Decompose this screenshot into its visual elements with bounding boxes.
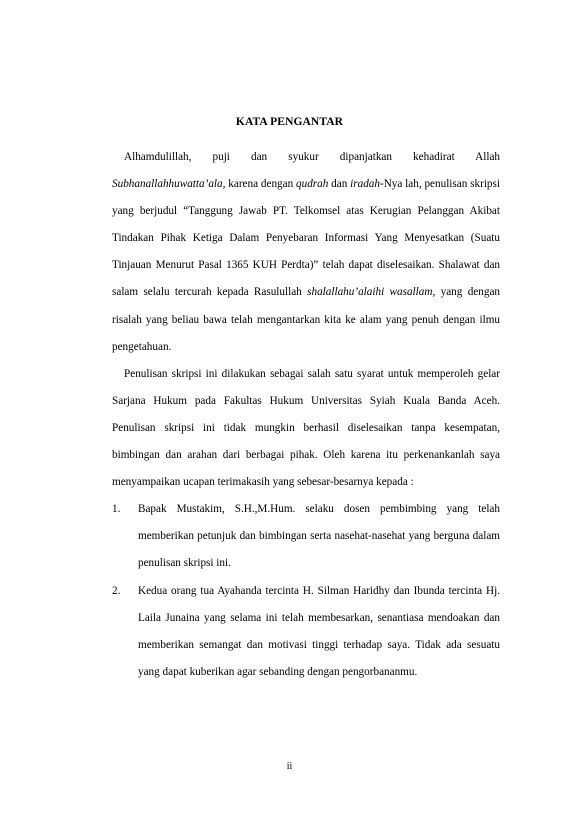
text-run: Alhamdulillah, puji dan syukur dipanjatkan kehadirat Allah xyxy=(124,151,500,163)
list-item xyxy=(112,496,500,577)
list-item-text: Kedua orang tua Ayahanda tercinta H. Silman Haridhy dan Ibunda tercinta Hj. Laila Junaina yang selama ini telah membesarkan, senantiasa mendoakan dan memberikan semangat dan motivasi tinggi terhadap saya. Tidak ada sesuatu yang dapat kuberikan agar sebanding dengan pengorbananmu. xyxy=(138,584,500,678)
italic-term: iradah xyxy=(350,178,380,191)
text-run: yang dengan risalah yang beliau bawa telah mengantarkan kita ke alam yang penuh dengan ilmu pengetahuan. xyxy=(112,286,501,353)
italic-term: Subhanallahhuwatta’ala, xyxy=(112,178,226,191)
list-item-text: Bapak Mustakim, S.H.,M.Hum. selaku dosen pembimbing yang telah memberikan petunjuk dan bimbingan serta nasehat-nasehat yang berguna dalam penulisan skripsi ini. xyxy=(138,503,500,570)
paragraph-opening xyxy=(112,144,500,361)
list-item xyxy=(112,578,500,686)
page-number: ii xyxy=(286,761,293,772)
list-number: 1. xyxy=(112,503,121,516)
italic-term: shalallahu’alaihi wasallam, xyxy=(307,286,436,299)
text-run: -Nya lah, penulisan skripsi yang berjudul “Tanggung Jawab PT. Telkomsel atas Kerugian Pelanggan Akibat Tindakan Pihak Ketiga Dalam Penyebaran Informasi Yang Menyesatkan (Suatu Tinjauan Menurut Pasal 1365 KUH Perdta)” telah dapat diselesaikan. Shalawat dan salam selalu tercurah kepada Rasulullah xyxy=(112,178,500,299)
document-body xyxy=(112,144,500,686)
text-run: karena dengan xyxy=(225,178,297,191)
page-title: KATA PENGANTAR xyxy=(235,116,344,128)
text-run: dan xyxy=(328,178,351,191)
acknowledgement-list xyxy=(112,496,500,686)
paragraph-thanks: Penulisan skripsi ini dilakukan sebagai salah satu syarat untuk memperoleh gelar Sarjana Hukum pada Fakultas Hukum Universitas Syiah Kuala Banda Aceh. Penulisan skripsi ini tidak mungkin berhasil diselesaikan tanpa kesempatan, bimbingan dan arahan dari berbagai pihak. Oleh karena itu perkenankanlah saya menyampaikan ucapan terimakasih yang sebesar-besarnya kepada : xyxy=(112,367,500,489)
italic-term: qudrah xyxy=(296,178,329,191)
list-number: 2. xyxy=(112,584,121,597)
